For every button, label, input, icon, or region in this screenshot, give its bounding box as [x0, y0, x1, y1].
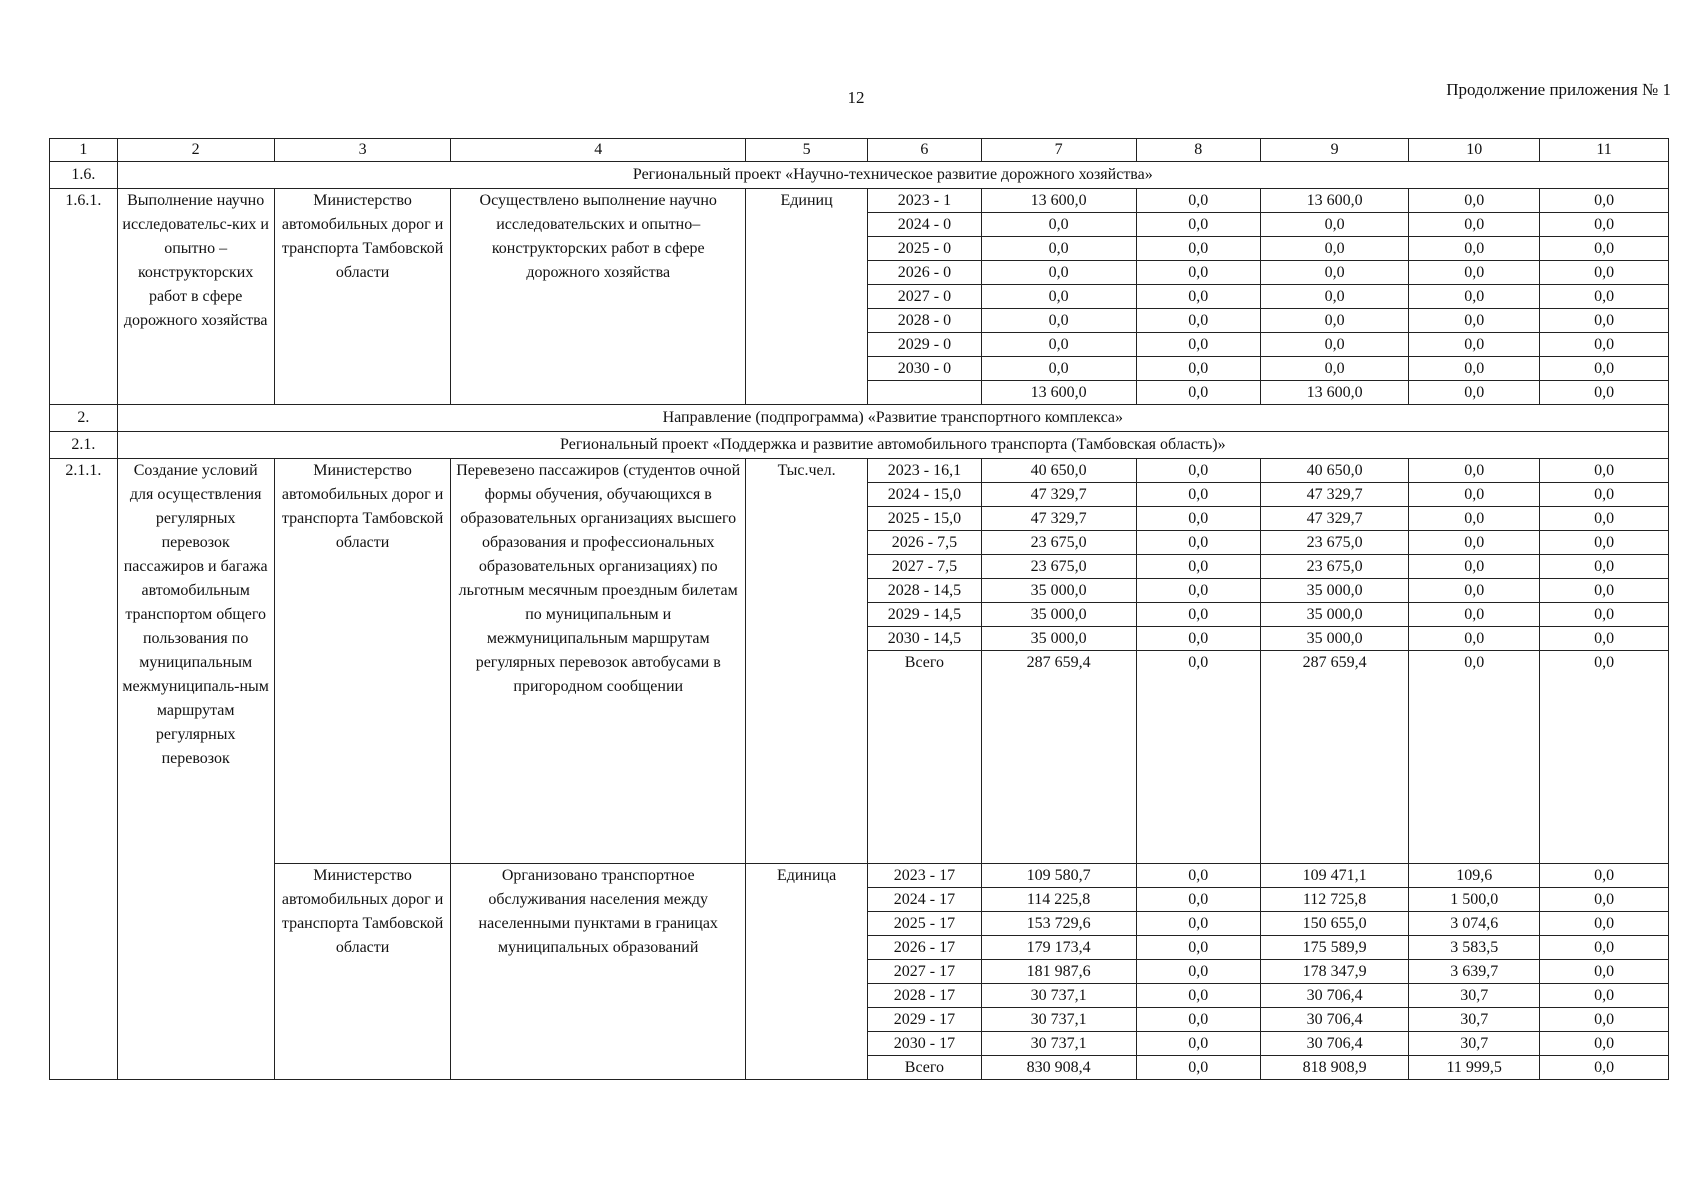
header-col-4: 4 — [451, 139, 746, 162]
federal-value: 0,0 — [1136, 483, 1260, 507]
local-value: 0,0 — [1409, 309, 1540, 333]
executor: Министерство автомобильных дорог и транспорта Тамбовской области — [274, 864, 451, 1080]
local-value: 0,0 — [1409, 285, 1540, 309]
total-value: 109 580,7 — [981, 864, 1136, 888]
year-indicator: 2028 - 14,5 — [868, 579, 981, 603]
other-value: 0,0 — [1540, 555, 1669, 579]
total-value: 0,0 — [981, 237, 1136, 261]
other-value: 0,0 — [1540, 960, 1669, 984]
total-value: 114 225,8 — [981, 888, 1136, 912]
year-indicator: 2026 - 0 — [868, 261, 981, 285]
section-row — [50, 432, 1669, 459]
other-value: 0,0 — [1540, 237, 1669, 261]
total-value: 47 329,7 — [981, 507, 1136, 531]
year-indicator: 2030 - 0 — [868, 357, 981, 381]
regional-value: 0,0 — [1260, 261, 1408, 285]
regional-value: 23 675,0 — [1260, 555, 1408, 579]
local-value: 0,0 — [1409, 213, 1540, 237]
other-value: 0,0 — [1540, 627, 1669, 651]
total-value: 23 675,0 — [981, 555, 1136, 579]
local-value: 0,0 — [1409, 261, 1540, 285]
total-value: 830 908,4 — [981, 1056, 1136, 1080]
regional-value: 0,0 — [1260, 285, 1408, 309]
year-indicator: 2027 - 7,5 — [868, 555, 981, 579]
value-row — [50, 864, 1669, 888]
federal-value: 0,0 — [1136, 555, 1260, 579]
year-indicator: 2029 - 14,5 — [868, 603, 981, 627]
regional-value: 47 329,7 — [1260, 483, 1408, 507]
total-value: 30 737,1 — [981, 1008, 1136, 1032]
federal-value: 0,0 — [1136, 507, 1260, 531]
regional-value: 109 471,1 — [1260, 864, 1408, 888]
local-value: 0,0 — [1409, 579, 1540, 603]
local-value: 0,0 — [1409, 459, 1540, 483]
section-number: 2. — [50, 405, 118, 432]
year-indicator: 2029 - 0 — [868, 333, 981, 357]
year-indicator: 2030 - 17 — [868, 1032, 981, 1056]
local-value: 109,6 — [1409, 864, 1540, 888]
federal-value: 0,0 — [1136, 936, 1260, 960]
local-value: 30,7 — [1409, 984, 1540, 1008]
unit: Единиц — [746, 189, 868, 405]
federal-value: 0,0 — [1136, 1056, 1260, 1080]
federal-value: 0,0 — [1136, 237, 1260, 261]
regional-value: 30 706,4 — [1260, 1032, 1408, 1056]
year-indicator: 2025 - 0 — [868, 237, 981, 261]
total-value: 0,0 — [981, 261, 1136, 285]
total-value: 153 729,6 — [981, 912, 1136, 936]
regional-value: 35 000,0 — [1260, 627, 1408, 651]
other-value: 0,0 — [1540, 531, 1669, 555]
section-row — [50, 405, 1669, 432]
year-indicator: 2030 - 14,5 — [868, 627, 981, 651]
year-indicator: 2023 - 16,1 — [868, 459, 981, 483]
measure-number: 1.6.1. — [50, 189, 118, 405]
local-value: 30,7 — [1409, 1008, 1540, 1032]
executor: Министерство автомобильных дорог и транспорта Тамбовской области — [274, 189, 451, 405]
local-value: 11 999,5 — [1409, 1056, 1540, 1080]
federal-value: 0,0 — [1136, 960, 1260, 984]
year-indicator: Всего — [868, 651, 981, 864]
federal-value: 0,0 — [1136, 213, 1260, 237]
federal-value: 0,0 — [1136, 651, 1260, 864]
total-value: 0,0 — [981, 285, 1136, 309]
year-indicator: 2026 - 17 — [868, 936, 981, 960]
local-value: 0,0 — [1409, 651, 1540, 864]
regional-value: 287 659,4 — [1260, 651, 1408, 864]
regional-value: 30 706,4 — [1260, 984, 1408, 1008]
regional-value: 13 600,0 — [1260, 189, 1408, 213]
year-indicator: 2024 - 0 — [868, 213, 981, 237]
total-value: 30 737,1 — [981, 984, 1136, 1008]
local-value: 3 074,6 — [1409, 912, 1540, 936]
local-value: 0,0 — [1409, 603, 1540, 627]
federal-value: 0,0 — [1136, 381, 1260, 405]
total-value: 179 173,4 — [981, 936, 1136, 960]
header-col-5: 5 — [746, 139, 868, 162]
total-value: 23 675,0 — [981, 531, 1136, 555]
header-row — [50, 139, 1669, 162]
federal-value: 0,0 — [1136, 531, 1260, 555]
local-value: 0,0 — [1409, 237, 1540, 261]
federal-value: 0,0 — [1136, 1008, 1260, 1032]
total-value: 0,0 — [981, 357, 1136, 381]
federal-value: 0,0 — [1136, 459, 1260, 483]
other-value: 0,0 — [1540, 483, 1669, 507]
federal-value: 0,0 — [1136, 579, 1260, 603]
total-value: 35 000,0 — [981, 627, 1136, 651]
total-value: 13 600,0 — [981, 189, 1136, 213]
header-col-9: 9 — [1260, 139, 1408, 162]
total-value: 35 000,0 — [981, 603, 1136, 627]
regional-value: 0,0 — [1260, 333, 1408, 357]
year-indicator: 2026 - 7,5 — [868, 531, 981, 555]
measure-name: Создание условий для осуществления регулярных перевозок пассажиров и багажа автомобильным транспортом общего пользования по муниципальным межмуниципаль-ным маршрутам регулярных перевозок — [117, 459, 274, 1080]
other-value: 0,0 — [1540, 984, 1669, 1008]
section-title: Региональный проект «Поддержка и развитие автомобильного транспорта (Тамбовская область)» — [117, 432, 1668, 459]
federal-value: 0,0 — [1136, 912, 1260, 936]
regional-value: 35 000,0 — [1260, 603, 1408, 627]
year-indicator: 2028 - 0 — [868, 309, 981, 333]
regional-value: 23 675,0 — [1260, 531, 1408, 555]
header-col-6: 6 — [868, 139, 981, 162]
other-value: 0,0 — [1540, 459, 1669, 483]
federal-value: 0,0 — [1136, 627, 1260, 651]
local-value: 0,0 — [1409, 189, 1540, 213]
year-indicator: 2024 - 15,0 — [868, 483, 981, 507]
federal-value: 0,0 — [1136, 285, 1260, 309]
total-value: 0,0 — [981, 213, 1136, 237]
other-value: 0,0 — [1540, 333, 1669, 357]
total-value: 35 000,0 — [981, 579, 1136, 603]
page-number: 12 — [847, 88, 865, 107]
result-description: Организовано транспортное обслуживания населения между населенными пунктами в границах муниципальных образований — [451, 864, 746, 1080]
regional-value: 30 706,4 — [1260, 1008, 1408, 1032]
total-value: 0,0 — [981, 333, 1136, 357]
total-value: 30 737,1 — [981, 1032, 1136, 1056]
local-value: 30,7 — [1409, 1032, 1540, 1056]
federal-value: 0,0 — [1136, 984, 1260, 1008]
federal-value: 0,0 — [1136, 309, 1260, 333]
federal-value: 0,0 — [1136, 357, 1260, 381]
value-row — [50, 459, 1669, 483]
federal-value: 0,0 — [1136, 864, 1260, 888]
other-value: 0,0 — [1540, 579, 1669, 603]
other-value: 0,0 — [1540, 309, 1669, 333]
local-value: 0,0 — [1409, 357, 1540, 381]
total-value: 13 600,0 — [981, 381, 1136, 405]
year-indicator: 2023 - 1 — [868, 189, 981, 213]
local-value: 0,0 — [1409, 555, 1540, 579]
value-row — [50, 189, 1669, 213]
regional-value: 0,0 — [1260, 237, 1408, 261]
header-col-2: 2 — [117, 139, 274, 162]
local-value: 0,0 — [1409, 507, 1540, 531]
other-value: 0,0 — [1540, 381, 1669, 405]
section-title: Направление (подпрограмма) «Развитие транспортного комплекса» — [117, 405, 1668, 432]
federal-value: 0,0 — [1136, 333, 1260, 357]
federal-value: 0,0 — [1136, 888, 1260, 912]
local-value: 3 583,5 — [1409, 936, 1540, 960]
result-description: Перевезено пассажиров (студентов очной формы обучения, обучающихся в образовательных организациях высшего образования и профессиональных образовательных организациях) по льготным месячным проездным билетам по муниципальным и межмуниципальным маршрутам регулярных перевозок автобусами в пригородном сообщении — [451, 459, 746, 864]
year-indicator: 2023 - 17 — [868, 864, 981, 888]
year-indicator: Всего — [868, 1056, 981, 1080]
unit: Единица — [746, 864, 868, 1080]
local-value: 0,0 — [1409, 483, 1540, 507]
header-col-7: 7 — [981, 139, 1136, 162]
header-col-11: 11 — [1540, 139, 1669, 162]
total-value: 40 650,0 — [981, 459, 1136, 483]
local-value: 0,0 — [1409, 627, 1540, 651]
section-number: 2.1. — [50, 432, 118, 459]
header-col-8: 8 — [1136, 139, 1260, 162]
regional-value: 150 655,0 — [1260, 912, 1408, 936]
other-value: 0,0 — [1540, 912, 1669, 936]
header-col-1: 1 — [50, 139, 118, 162]
year-indicator: 2027 - 0 — [868, 285, 981, 309]
other-value: 0,0 — [1540, 651, 1669, 864]
other-value: 0,0 — [1540, 936, 1669, 960]
regional-value: 112 725,8 — [1260, 888, 1408, 912]
regional-value: 0,0 — [1260, 309, 1408, 333]
program-table — [49, 138, 1669, 1080]
total-value: 47 329,7 — [981, 483, 1136, 507]
other-value: 0,0 — [1540, 285, 1669, 309]
year-indicator: 2025 - 15,0 — [868, 507, 981, 531]
other-value: 0,0 — [1540, 1008, 1669, 1032]
federal-value: 0,0 — [1136, 603, 1260, 627]
measure-number: 2.1.1. — [50, 459, 118, 1080]
total-value: 0,0 — [981, 309, 1136, 333]
other-value: 0,0 — [1540, 1032, 1669, 1056]
section-number: 1.6. — [50, 162, 118, 189]
other-value: 0,0 — [1540, 864, 1669, 888]
other-value: 0,0 — [1540, 357, 1669, 381]
local-value: 0,0 — [1409, 531, 1540, 555]
regional-value: 818 908,9 — [1260, 1056, 1408, 1080]
unit: Тыс.чел. — [746, 459, 868, 864]
local-value: 3 639,7 — [1409, 960, 1540, 984]
year-indicator: 2027 - 17 — [868, 960, 981, 984]
other-value: 0,0 — [1540, 261, 1669, 285]
result-description: Осуществлено выполнение научно исследовательских и опытно–конструкторских работ в сфере дорожного хозяйства — [451, 189, 746, 405]
regional-value: 47 329,7 — [1260, 507, 1408, 531]
federal-value: 0,0 — [1136, 1032, 1260, 1056]
other-value: 0,0 — [1540, 507, 1669, 531]
other-value: 0,0 — [1540, 189, 1669, 213]
regional-value: 0,0 — [1260, 357, 1408, 381]
regional-value: 0,0 — [1260, 213, 1408, 237]
regional-value: 175 589,9 — [1260, 936, 1408, 960]
federal-value: 0,0 — [1136, 261, 1260, 285]
year-indicator: 2025 - 17 — [868, 912, 981, 936]
section-row — [50, 162, 1669, 189]
other-value: 0,0 — [1540, 603, 1669, 627]
executor: Министерство автомобильных дорог и транспорта Тамбовской области — [274, 459, 451, 864]
year-indicator — [868, 381, 981, 405]
measure-name: Выполнение научно исследовательс-ких и опытно – конструкторских работ в сфере дорожного хозяйства — [117, 189, 274, 405]
federal-value: 0,0 — [1136, 189, 1260, 213]
local-value: 0,0 — [1409, 381, 1540, 405]
other-value: 0,0 — [1540, 1056, 1669, 1080]
continuation-note: Продолжение приложения № 1 — [1446, 80, 1671, 99]
local-value: 1 500,0 — [1409, 888, 1540, 912]
regional-value: 178 347,9 — [1260, 960, 1408, 984]
regional-value: 35 000,0 — [1260, 579, 1408, 603]
year-indicator: 2029 - 17 — [868, 1008, 981, 1032]
local-value: 0,0 — [1409, 333, 1540, 357]
header-col-3: 3 — [274, 139, 451, 162]
section-title: Региональный проект «Научно-техническое развитие дорожного хозяйства» — [117, 162, 1668, 189]
other-value: 0,0 — [1540, 213, 1669, 237]
total-value: 287 659,4 — [981, 651, 1136, 864]
year-indicator: 2024 - 17 — [868, 888, 981, 912]
header-col-10: 10 — [1409, 139, 1540, 162]
regional-value: 40 650,0 — [1260, 459, 1408, 483]
total-value: 181 987,6 — [981, 960, 1136, 984]
other-value: 0,0 — [1540, 888, 1669, 912]
regional-value: 13 600,0 — [1260, 381, 1408, 405]
year-indicator: 2028 - 17 — [868, 984, 981, 1008]
